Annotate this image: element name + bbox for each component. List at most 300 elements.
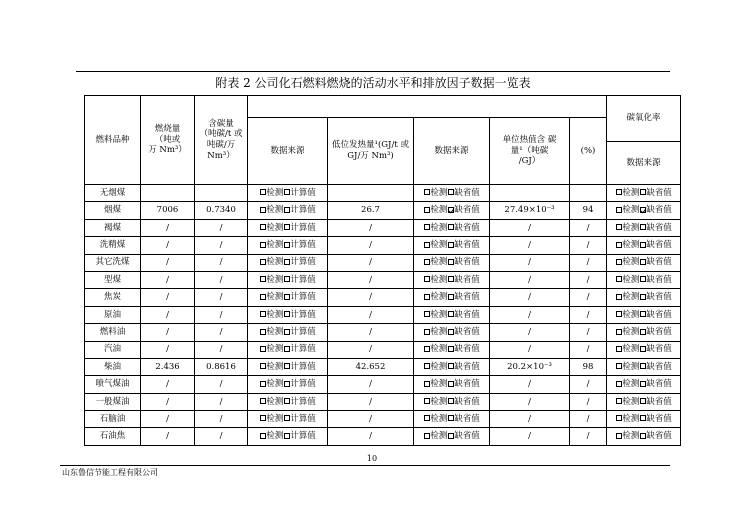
carbon-content-value: /	[195, 411, 248, 428]
fuel-name: 燃料油	[85, 324, 141, 341]
fuel-name: 石油焦	[85, 428, 141, 445]
option-label: 缺省值	[646, 431, 672, 442]
checkbox-icon[interactable]	[616, 329, 622, 335]
option-label: 检测	[266, 222, 284, 233]
option-label: 检测	[430, 274, 448, 285]
checkbox-icon[interactable]	[616, 381, 622, 387]
source-cell	[607, 237, 681, 254]
checkbox-icon[interactable]	[448, 381, 454, 387]
option-label: 检测	[622, 344, 640, 355]
option-label: 缺省值	[646, 413, 672, 424]
checkbox-icon[interactable]	[284, 207, 290, 213]
checkbox-icon[interactable]	[260, 224, 266, 230]
header-blank	[248, 96, 607, 118]
table-row	[85, 411, 681, 428]
checkbox-icon[interactable]	[424, 294, 430, 300]
checkbox-icon[interactable]	[616, 363, 622, 369]
option-label: 检测	[622, 240, 640, 251]
source-cell	[248, 219, 328, 236]
option-label: 缺省值	[454, 240, 480, 251]
option-label: 检测	[622, 309, 640, 320]
checkbox-icon[interactable]	[448, 189, 454, 195]
source-cell	[248, 271, 328, 288]
ncv-value: 26.7	[328, 202, 414, 219]
checkbox-icon[interactable]	[640, 311, 646, 317]
checkbox-icon[interactable]	[448, 311, 454, 317]
checkbox-icon[interactable]	[640, 294, 646, 300]
option-label: 缺省值	[454, 327, 480, 337]
checkbox-icon[interactable]	[284, 433, 290, 439]
checkbox-icon[interactable]	[284, 242, 290, 248]
option-label: 计算值	[290, 413, 316, 424]
table-row	[85, 376, 681, 393]
table-row	[85, 341, 681, 358]
option-label: 计算值	[290, 396, 316, 407]
table-row	[85, 393, 681, 410]
option-label: 检测	[622, 431, 640, 442]
option-label: 计算值	[290, 327, 316, 337]
consumption-value: /	[141, 254, 195, 271]
carbon-content-value	[195, 185, 248, 202]
checkbox-icon[interactable]	[640, 242, 646, 248]
source-cell	[248, 237, 328, 254]
fuel-name: 原油	[85, 306, 141, 323]
option-label: 缺省值	[454, 222, 480, 233]
ncv-value: /	[328, 428, 414, 445]
source-cell	[607, 393, 681, 410]
fuel-name: 无烟煤	[85, 185, 141, 202]
checkbox-icon[interactable]	[260, 329, 266, 335]
checkbox-icon[interactable]	[424, 433, 430, 439]
checkbox-icon[interactable]	[640, 363, 646, 369]
option-label: 检测	[430, 187, 448, 198]
option-label: 检测	[266, 413, 284, 424]
checkbox-icon[interactable]	[448, 433, 454, 439]
option-label: 缺省值	[454, 413, 480, 424]
header-oxidation-rate: 碳氧化率	[607, 96, 681, 142]
checkbox-icon[interactable]	[260, 311, 266, 317]
consumption-value: /	[141, 393, 195, 410]
carbon-content-value: /	[195, 376, 248, 393]
checkbox-icon[interactable]	[424, 242, 430, 248]
ncv-value: /	[328, 289, 414, 306]
checkbox-icon[interactable]	[424, 276, 430, 282]
checkbox-icon[interactable]	[640, 433, 646, 439]
source-cell	[414, 185, 490, 202]
table-row	[85, 202, 681, 219]
checkbox-icon[interactable]	[424, 398, 430, 404]
header-carbon-content: 含碳量 （吨碳/t 或 吨碳/万 Nm³）	[195, 96, 248, 185]
source-cell	[248, 358, 328, 375]
unit-carbon-value: /	[490, 393, 570, 410]
checkbox-icon[interactable]	[260, 381, 266, 387]
footer-rule	[60, 465, 670, 466]
checkbox-icon[interactable]	[640, 415, 646, 421]
option-label: 检测	[622, 187, 640, 198]
source-cell	[607, 306, 681, 323]
option-label: 检测	[622, 222, 640, 233]
ncv-value: /	[328, 376, 414, 393]
option-label: 计算值	[290, 205, 316, 216]
checkbox-icon[interactable]	[424, 259, 430, 265]
option-label: 计算值	[290, 187, 316, 198]
source-cell	[607, 202, 681, 219]
option-label: 检测	[266, 205, 284, 216]
checkbox-icon[interactable]	[284, 398, 290, 404]
option-label: 检测	[430, 327, 448, 337]
oxidation-value: /	[570, 341, 607, 358]
header-source-3: 数据来源	[607, 142, 681, 185]
oxidation-value: /	[570, 306, 607, 323]
option-label: 检测	[430, 309, 448, 320]
fuel-name: 柴油	[85, 358, 141, 375]
fuel-name: 石脑油	[85, 411, 141, 428]
checkbox-icon[interactable]	[640, 381, 646, 387]
checkbox-icon[interactable]	[448, 242, 454, 248]
checkbox-icon[interactable]	[616, 189, 622, 195]
unit-carbon-value: /	[490, 376, 570, 393]
checkbox-icon[interactable]	[424, 346, 430, 352]
fuel-name: 其它洗煤	[85, 254, 141, 271]
option-label: 检测	[622, 327, 640, 337]
option-label: 缺省值	[454, 309, 480, 320]
option-label: 检测	[430, 431, 448, 442]
checkbox-icon[interactable]	[284, 329, 290, 335]
emission-factor-table	[84, 95, 681, 446]
option-label: 检测	[266, 309, 284, 320]
source-cell	[607, 219, 681, 236]
checkbox-icon[interactable]	[284, 311, 290, 317]
option-label: 检测	[266, 396, 284, 407]
consumption-value: /	[141, 219, 195, 236]
checkbox-icon[interactable]	[640, 329, 646, 335]
ncv-value: /	[328, 324, 414, 341]
option-label: 缺省值	[454, 187, 480, 198]
option-label: 检测	[430, 205, 448, 216]
option-label: 计算值	[290, 344, 316, 355]
checkbox-icon[interactable]	[448, 398, 454, 404]
option-label: 检测	[430, 413, 448, 424]
ncv-value	[328, 185, 414, 202]
table-row	[85, 185, 681, 202]
checkbox-icon[interactable]	[424, 363, 430, 369]
checkbox-icon[interactable]	[284, 224, 290, 230]
oxidation-value: /	[570, 428, 607, 445]
unit-carbon-value: /	[490, 219, 570, 236]
fuel-name: 烟煤	[85, 202, 141, 219]
oxidation-value: /	[570, 271, 607, 288]
unit-carbon-value: /	[490, 324, 570, 341]
source-cell	[248, 289, 328, 306]
option-label: 检测	[430, 222, 448, 233]
option-label: 检测	[622, 274, 640, 285]
source-cell	[607, 254, 681, 271]
ncv-value: 42.652	[328, 358, 414, 375]
source-cell	[607, 271, 681, 288]
oxidation-value: /	[570, 237, 607, 254]
header-consumption: 燃烧量 （吨或 万 Nm³）	[141, 96, 195, 185]
unit-carbon-value: /	[490, 254, 570, 271]
source-cell	[248, 428, 328, 445]
checkbox-icon[interactable]	[284, 415, 290, 421]
option-label: 缺省值	[646, 344, 672, 355]
option-label: 缺省值	[454, 396, 480, 407]
source-cell	[607, 289, 681, 306]
checkbox-icon[interactable]	[424, 311, 430, 317]
source-cell	[607, 358, 681, 375]
ncv-value: /	[328, 254, 414, 271]
checkbox-icon[interactable]	[640, 224, 646, 230]
oxidation-value: /	[570, 254, 607, 271]
checkbox-icon[interactable]	[260, 207, 266, 213]
checkbox-icon[interactable]	[284, 259, 290, 265]
carbon-content-value: /	[195, 237, 248, 254]
checkbox-icon[interactable]	[260, 259, 266, 265]
source-cell	[248, 341, 328, 358]
source-cell	[248, 254, 328, 271]
checkbox-icon[interactable]	[424, 189, 430, 195]
source-cell	[414, 358, 490, 375]
fuel-name: 汽油	[85, 341, 141, 358]
option-label: 缺省值	[646, 292, 672, 303]
unit-carbon-value	[490, 185, 570, 202]
option-label: 缺省值	[454, 431, 480, 442]
company-name: 山东鲁信节能工程有限公司	[62, 468, 158, 477]
source-cell	[414, 428, 490, 445]
option-label: 检测	[266, 292, 284, 303]
checkbox-icon[interactable]	[284, 276, 290, 282]
source-cell	[414, 341, 490, 358]
carbon-content-value: /	[195, 219, 248, 236]
checkbox-icon[interactable]	[616, 224, 622, 230]
oxidation-value: /	[570, 376, 607, 393]
carbon-content-value: /	[195, 254, 248, 271]
fuel-name: 焦炭	[85, 289, 141, 306]
source-cell	[248, 376, 328, 393]
fuel-name: 型煤	[85, 271, 141, 288]
checkbox-icon[interactable]	[448, 276, 454, 282]
option-label: 缺省值	[646, 205, 672, 216]
checkbox-icon[interactable]	[616, 207, 622, 213]
option-label: 缺省值	[646, 274, 672, 285]
fuel-name: 一般煤油	[85, 393, 141, 410]
source-cell	[248, 202, 328, 219]
header-source-1: 数据来源	[248, 118, 328, 185]
unit-carbon-value: /	[490, 289, 570, 306]
option-label: 计算值	[290, 257, 316, 268]
checkbox-icon[interactable]	[640, 346, 646, 352]
option-label: 检测	[430, 344, 448, 355]
consumption-value: /	[141, 341, 195, 358]
checked-checkbox-icon[interactable]	[640, 207, 646, 213]
checkbox-icon[interactable]	[640, 259, 646, 265]
option-label: 检测	[266, 257, 284, 268]
checkbox-icon[interactable]	[260, 363, 266, 369]
ncv-value: /	[328, 411, 414, 428]
consumption-value	[141, 185, 195, 202]
checkbox-icon[interactable]	[616, 433, 622, 439]
checkbox-icon[interactable]	[616, 311, 622, 317]
carbon-content-value: /	[195, 341, 248, 358]
option-label: 缺省值	[646, 222, 672, 233]
header-ncv: 低位发热量¹(GJ/t 或 GJ/万 Nm³)	[328, 118, 414, 185]
checkbox-icon[interactable]	[424, 415, 430, 421]
option-label: 缺省值	[454, 257, 480, 268]
option-label: 缺省值	[646, 240, 672, 251]
unit-carbon-value: 27.49×10⁻³	[490, 202, 570, 219]
option-label: 检测	[266, 187, 284, 198]
source-cell	[607, 428, 681, 445]
unit-carbon-value: /	[490, 411, 570, 428]
checkbox-icon[interactable]	[284, 294, 290, 300]
checkbox-icon[interactable]	[260, 415, 266, 421]
option-label: 计算值	[290, 274, 316, 285]
carbon-content-value: 0.8616	[195, 358, 248, 375]
checkbox-icon[interactable]	[616, 276, 622, 282]
checkbox-icon[interactable]	[616, 259, 622, 265]
option-label: 计算值	[290, 431, 316, 442]
option-label: 缺省值	[646, 257, 672, 268]
source-cell	[248, 185, 328, 202]
option-label: 缺省值	[454, 344, 480, 355]
checkbox-icon[interactable]	[284, 381, 290, 387]
option-label: 检测	[430, 257, 448, 268]
source-cell	[607, 185, 681, 202]
checkbox-icon[interactable]	[260, 242, 266, 248]
table-row	[85, 271, 681, 288]
checkbox-icon[interactable]	[424, 207, 430, 213]
source-cell	[414, 393, 490, 410]
checkbox-icon[interactable]	[448, 415, 454, 421]
option-label: 检测	[266, 240, 284, 251]
checkbox-icon[interactable]	[284, 189, 290, 195]
option-label: 计算值	[290, 222, 316, 233]
checkbox-icon[interactable]	[616, 398, 622, 404]
checkbox-icon[interactable]	[640, 189, 646, 195]
oxidation-value: /	[570, 289, 607, 306]
option-label: 检测	[430, 379, 448, 390]
ncv-value: /	[328, 271, 414, 288]
unit-carbon-value: /	[490, 428, 570, 445]
option-label: 检测	[266, 274, 284, 285]
checkbox-icon[interactable]	[448, 294, 454, 300]
carbon-content-value: /	[195, 428, 248, 445]
fuel-name: 褐煤	[85, 219, 141, 236]
ncv-value: /	[328, 237, 414, 254]
consumption-value: 2.436	[141, 358, 195, 375]
checkbox-icon[interactable]	[260, 433, 266, 439]
option-label: 检测	[622, 257, 640, 268]
option-label: 缺省值	[646, 327, 672, 337]
consumption-value: /	[141, 376, 195, 393]
checkbox-icon[interactable]	[448, 329, 454, 335]
source-cell	[414, 254, 490, 271]
fuel-name: 洗精煤	[85, 237, 141, 254]
source-cell	[248, 411, 328, 428]
checkbox-icon[interactable]	[284, 363, 290, 369]
source-cell	[607, 411, 681, 428]
checkbox-icon[interactable]	[424, 381, 430, 387]
option-label: 检测	[622, 205, 640, 216]
source-cell	[607, 341, 681, 358]
source-cell	[414, 376, 490, 393]
checkbox-icon[interactable]	[260, 189, 266, 195]
oxidation-value: 94	[570, 202, 607, 219]
checkbox-icon[interactable]	[260, 294, 266, 300]
option-label: 缺省值	[454, 274, 480, 285]
source-cell	[414, 411, 490, 428]
consumption-value: /	[141, 289, 195, 306]
source-cell	[248, 393, 328, 410]
checkbox-icon[interactable]	[448, 224, 454, 230]
option-label: 检测	[266, 379, 284, 390]
consumption-value: /	[141, 271, 195, 288]
option-label: 检测	[430, 240, 448, 251]
option-label: 检测	[622, 379, 640, 390]
checkbox-icon[interactable]	[260, 276, 266, 282]
option-label: 缺省值	[454, 205, 480, 216]
source-cell	[248, 306, 328, 323]
carbon-content-value: 0.7340	[195, 202, 248, 219]
checkbox-icon[interactable]	[640, 276, 646, 282]
consumption-value: /	[141, 324, 195, 341]
unit-carbon-value: /	[490, 306, 570, 323]
oxidation-value: /	[570, 393, 607, 410]
carbon-content-value: /	[195, 324, 248, 341]
header-unit-carbon: 单位热值含 碳 量¹（吨碳 /GJ）	[490, 118, 570, 185]
carbon-content-value: /	[195, 271, 248, 288]
table-row	[85, 358, 681, 375]
checkbox-icon[interactable]	[260, 346, 266, 352]
checkbox-icon[interactable]	[616, 415, 622, 421]
option-label: 缺省值	[454, 379, 480, 390]
checkbox-icon[interactable]	[616, 346, 622, 352]
option-label: 检测	[266, 344, 284, 355]
table-row	[85, 254, 681, 271]
option-label: 检测	[622, 413, 640, 424]
header-fuel: 燃料品种	[85, 96, 141, 185]
unit-carbon-value: /	[490, 271, 570, 288]
option-label: 缺省值	[646, 379, 672, 390]
unit-carbon-value: /	[490, 341, 570, 358]
source-cell	[414, 289, 490, 306]
oxidation-value: 98	[570, 358, 607, 375]
carbon-content-value: /	[195, 289, 248, 306]
checkbox-icon[interactable]	[448, 363, 454, 369]
checkbox-icon[interactable]	[448, 346, 454, 352]
source-cell	[414, 324, 490, 341]
checkbox-icon[interactable]	[260, 398, 266, 404]
checkbox-icon[interactable]	[424, 329, 430, 335]
checkbox-icon[interactable]	[284, 346, 290, 352]
option-label: 检测	[622, 361, 640, 372]
checked-checkbox-icon[interactable]	[448, 207, 454, 213]
checkbox-icon[interactable]	[616, 294, 622, 300]
source-cell	[414, 237, 490, 254]
oxidation-value: /	[570, 411, 607, 428]
option-label: 检测	[266, 327, 284, 337]
checkbox-icon[interactable]	[424, 224, 430, 230]
table-row	[85, 219, 681, 236]
checkbox-icon[interactable]	[448, 259, 454, 265]
checkbox-icon[interactable]	[640, 398, 646, 404]
option-label: 缺省值	[646, 361, 672, 372]
table-row	[85, 324, 681, 341]
option-label: 缺省值	[454, 361, 480, 372]
option-label: 计算值	[290, 379, 316, 390]
checkbox-icon[interactable]	[616, 242, 622, 248]
carbon-content-value: /	[195, 306, 248, 323]
